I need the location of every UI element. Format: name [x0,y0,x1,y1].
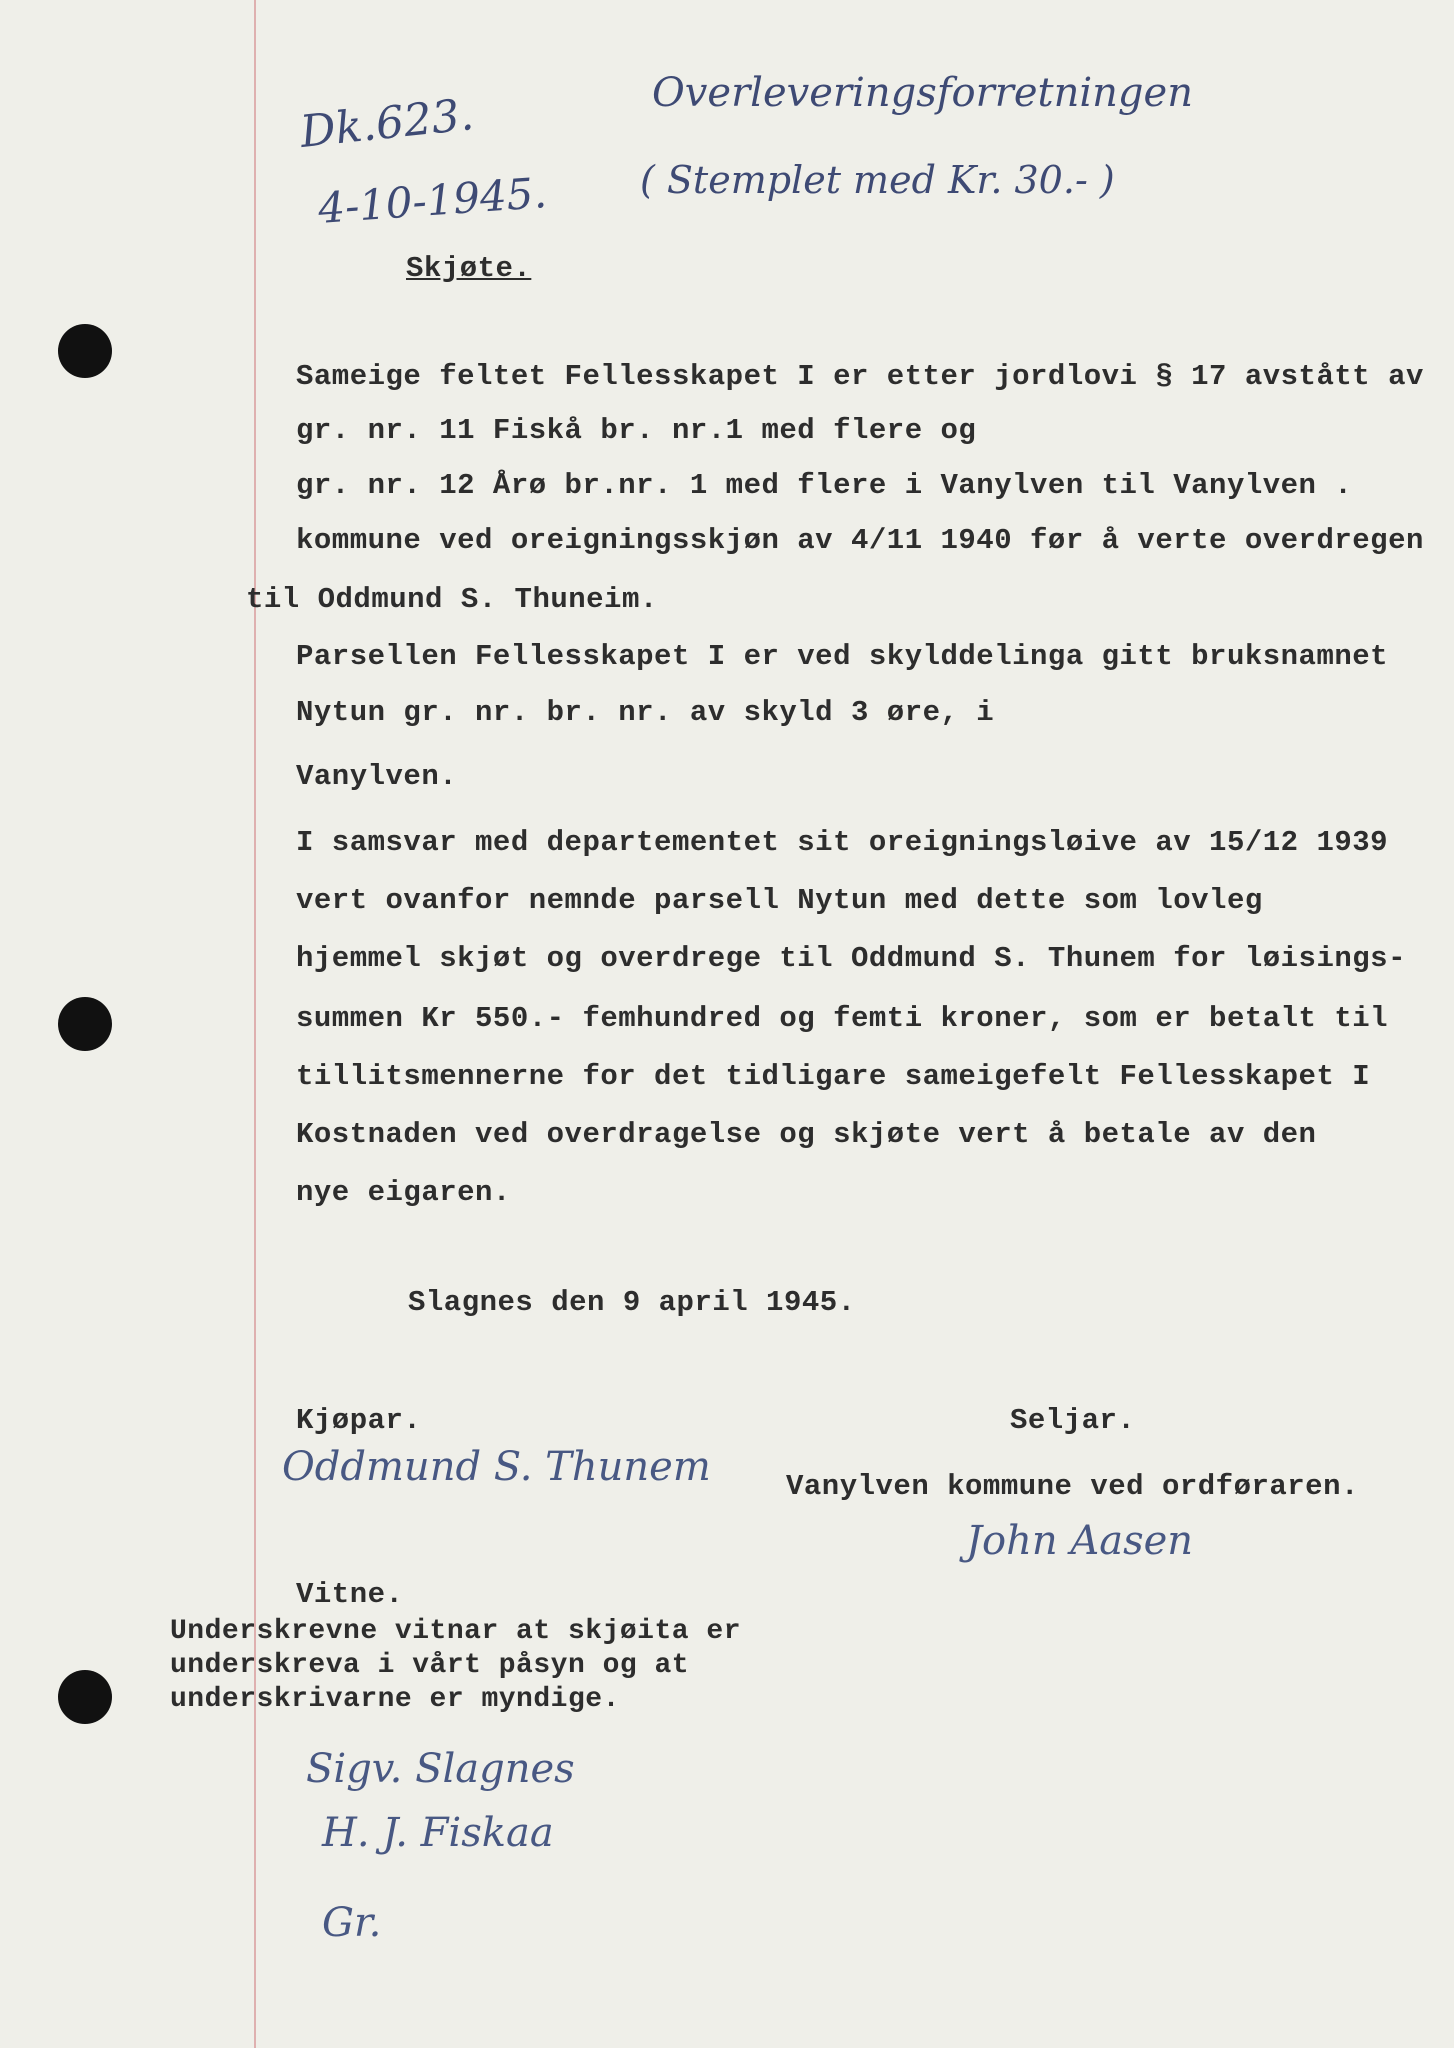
body-line: til Oddmund S. Thuneim. [246,583,658,616]
margin-rule [254,0,256,2048]
seller-name: Vanylven kommune ved ordføraren. [786,1470,1359,1503]
body-line: vert ovanfor nemnde parsell Nytun med dette som lovleg [296,884,1263,917]
buyer-label: Kjøpar. [296,1404,422,1437]
punch-hole-top [58,324,112,378]
body-line: Nytun gr. nr. br. nr. av skyld 3 øre, i [296,696,995,729]
seller-label: Seljar. [1010,1404,1136,1437]
ref-number: Dk.623. [297,89,477,158]
body-line: gr. nr. 12 Årø br.nr. 1 med flere i Vanylven til Vanylven . [296,469,1353,502]
witness-signature-2: H. J. Fiskaa [322,1810,554,1856]
body-line: summen Kr 550.- femhundred og femti kroner, som er betalt til [296,1002,1389,1035]
body-line: Vanylven. [296,760,458,793]
note-line-1: Overleveringsforretningen [652,70,1193,116]
body-line: nye eigaren. [296,1176,511,1209]
buyer-signature: Oddmund S. Thunem [282,1444,711,1490]
witness-text-line: underskreva i vårt påsyn og at [170,1650,690,1681]
body-line: tillitsmennerne for det tidligare sameigefelt Fellesskapet I [296,1060,1371,1093]
seller-signature: John Aasen [966,1518,1194,1564]
body-line: Parsellen Fellesskapet I er ved skylddelinga gitt bruksnamnet [296,640,1389,673]
place-date: Slagnes den 9 april 1945. [408,1286,856,1319]
witness-label: Vitne. [296,1578,404,1611]
witness-signature-1: Sigv. Slagnes [306,1746,575,1792]
initials-signature: Gr. [322,1900,382,1946]
note-line-2: ( Stemplet med Kr. 30.- ) [640,158,1115,202]
ref-date: 4-10-1945. [316,168,549,233]
witness-text-line: Underskrevne vitnar at skjøita er [170,1616,741,1647]
document-title: Skjøte. [406,252,532,285]
body-line: gr. nr. 11 Fiskå br. nr.1 med flere og [296,414,977,447]
body-line: kommune ved oreigningsskjøn av 4/11 1940 før å verte overdregen [296,524,1424,557]
body-line: I samsvar med departementet sit oreigningsløive av 15/12 1939 [296,826,1389,859]
witness-text-line: underskrivarne er myndige. [170,1684,620,1715]
body-line: hjemmel skjøt og overdrege til Oddmund S. Thunem for løisings- [296,942,1406,975]
body-line: Sameige feltet Fellesskapet I er etter jordlovi § 17 avstått av [296,360,1424,393]
body-line: Kostnaden ved overdragelse og skjøte vert å betale av den [296,1118,1317,1151]
punch-hole-middle [58,997,112,1051]
punch-hole-bottom [58,1670,112,1724]
